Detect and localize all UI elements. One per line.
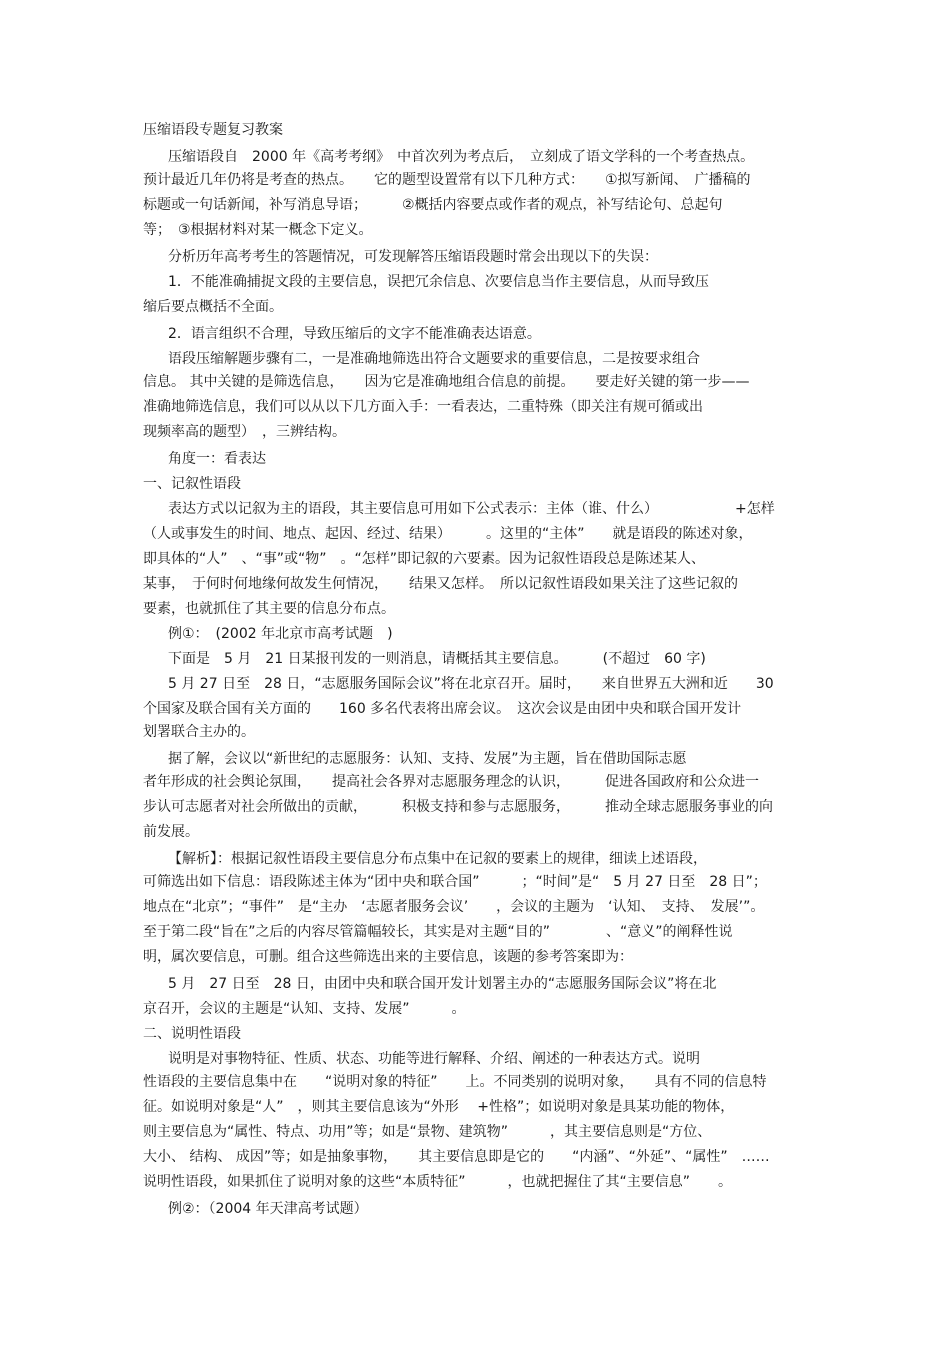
body-line: 1．不能准确捕捉文段的主要信息，误把冗余信息、次要信息当作主要信息，从而导致压 xyxy=(168,274,709,290)
body-line: 一、记叙性语段 xyxy=(143,476,241,492)
body-line: 京召开，会议的主题是“认知、支持、发展” 。 xyxy=(143,1001,466,1017)
body-line: 下面是 5 月 21 日某报刊发的一则消息，请概括其主要信息。 (不超过 60 字) xyxy=(168,651,706,667)
body-line: 至于第二段“旨在”之后的内容尽管篇幅较长，其实是对主题“目的” 、“意义”的阐释性说 xyxy=(143,924,733,940)
body-line: 个国家及联合国有关方面的 160 多名代表将出席会议。 这次会议是由团中央和联合国开发计 xyxy=(143,701,742,717)
body-line: 即具体的“人” 、“事”或“物” 。“怎样”即记叙的六要素。因为记叙性语段总是陈述某人、 xyxy=(143,551,706,567)
body-line: 【解析】：根据记叙性语段主要信息分布点集中在记叙的要素上的规律，细读上述语段， xyxy=(168,851,707,867)
body-line: 步认可志愿者对社会所做出的贡献， 积极支持和参与志愿服务， 推动全球志愿服务事业的向 xyxy=(143,799,773,815)
body-line: 某事， 于何时何地缘何故发生何情况， 结果又怎样。 所以记叙性语段如果关注了这些记叙的 xyxy=(143,576,738,592)
body-line: 明，属次要信息，可删。组合这些筛选出来的主要信息，该题的参考答案即为： xyxy=(143,949,633,965)
body-line: 说明是对事物特征、性质、状态、功能等进行解释、介绍、阐述的一种表达方式。说明 xyxy=(168,1051,700,1067)
body-line: 5 月 27 日至 28 日，“志愿服务国际会议”将在北京召开。届时， 来自世界五大洲和近 30 xyxy=(168,676,774,692)
body-line: 分析历年高考考生的答题情况，可发现解答压缩语段题时常会出现以下的失误： xyxy=(168,249,658,265)
body-line: 可筛选出如下信息：语段陈述主体为“团中央和联合国” ；“时间”是“ 5 月 27 日至 28 日”； xyxy=(143,874,767,890)
body-line: 征。如说明对象是“人” ，则其主要信息该为“外形 +性格”；如说明对象是具某功能的物体， xyxy=(143,1099,735,1115)
body-line: 准确地筛选信息，我们可以从以下几方面入手：一看表达，二重特殊（即关注有规可循或出 xyxy=(143,399,703,415)
body-line: 据了解，会议以“新世纪的志愿服务：认知、支持、发展”为主题，旨在借助国际志愿 xyxy=(168,751,687,767)
body-line: 缩后要点概括不全面。 xyxy=(143,299,283,315)
body-line: 标题或一句话新闻，补写消息导语； ②概括内容要点或作者的观点，补写结论句、总起句 xyxy=(143,197,723,213)
body-line: 现频率高的题型） ，三辨结构。 xyxy=(143,424,346,440)
body-line: 等； ③根据材料对某一概念下定义。 xyxy=(143,222,373,238)
body-line: 地点在“北京”；“事件” 是“主办 ‘志愿者服务会议’ ，会议的主题为 ‘认知、 支持、 发展’”。 xyxy=(143,899,765,915)
body-line: 大小、 结构、 成因”等；如是抽象事物， 其主要信息即是它的 “内涵”、“外延”、“属性” …… xyxy=(143,1149,770,1165)
body-line: 5 月 27 日至 28 日，由团中央和联合国开发计划署主办的“志愿服务国际会议”将在北 xyxy=(168,976,717,992)
body-line: 例②：（2004 年天津高考试题） xyxy=(168,1201,368,1217)
body-line: （人或事发生的时间、地点、起因、经过、结果） 。这里的“主体” 就是语段的陈述对象， xyxy=(143,526,753,542)
body-line: 例①： (2002 年北京市高考试题 ) xyxy=(168,626,393,642)
body-line: 说明性语段，如果抓住了说明对象的这些“本质特征” ，也就把握住了其“主要信息” 。 xyxy=(143,1174,733,1190)
body-line: 则主要信息为“属性、特点、功用”等；如是“景物、建筑物” ，其主要信息则是“方位、 xyxy=(143,1124,712,1140)
body-line: 压缩语段自 2000 年《高考考纲》 中首次列为考点后， 立刻成了语文学科的一个考查热点。 xyxy=(168,149,755,165)
body-line: 预计最近几年仍将是考查的热点。 它的题型设置常有以下几种方式： ①拟写新闻、 广播稿的 xyxy=(143,172,751,188)
body-line: 二、说明性语段 xyxy=(143,1026,241,1042)
body-line: 角度一：看表达 xyxy=(168,451,266,467)
document-title: 压缩语段专题复习教案 xyxy=(143,122,283,138)
body-line: 表达方式以记叙为主的语段，其主要信息可用如下公式表示：主体（谁、什么） +怎样 xyxy=(168,501,775,517)
body-line: 前发展。 xyxy=(143,824,199,840)
body-line: 者年形成的社会舆论氛围， 提高社会各界对志愿服务理念的认识， 促进各国政府和公众进一 xyxy=(143,774,759,790)
body-line: 2．语言组织不合理，导致压缩后的文字不能准确表达语意。 xyxy=(168,326,541,342)
body-line: 信息。 其中关键的是筛选信息， 因为它是准确地组合信息的前提。 要走好关键的第一步—— xyxy=(143,374,750,390)
body-line: 语段压缩解题步骤有二，一是准确地筛选出符合文题要求的重要信息，二是按要求组合 xyxy=(168,351,700,367)
body-line: 要素，也就抓住了其主要的信息分布点。 xyxy=(143,601,395,617)
body-line: 划署联合主办的。 xyxy=(143,724,255,740)
body-line: 性语段的主要信息集中在 “说明对象的特征” 上。不同类别的说明对象， 具有不同的信息特 xyxy=(143,1074,767,1090)
